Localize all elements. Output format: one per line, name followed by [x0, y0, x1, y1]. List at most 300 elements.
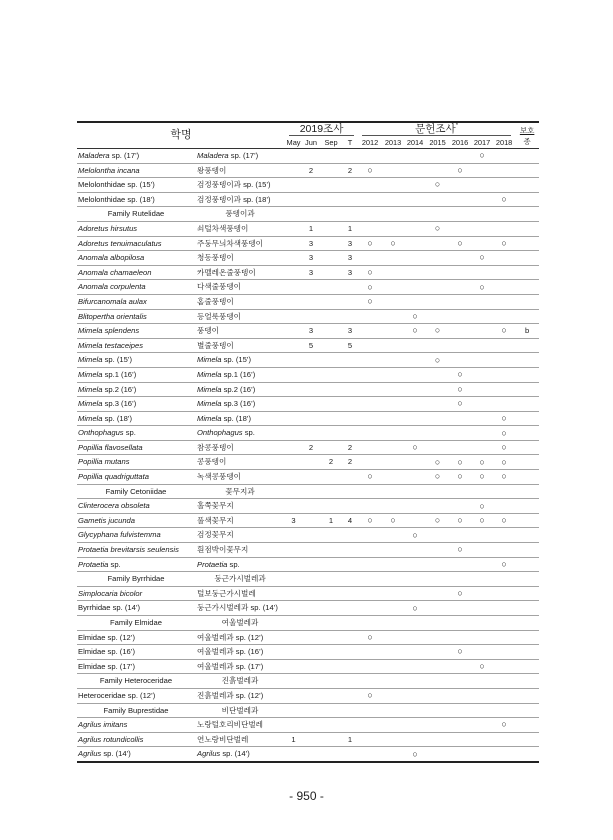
korean-name	[195, 149, 285, 164]
literature-mark-2014	[404, 732, 426, 747]
col-2016: 2016	[449, 137, 471, 149]
literature-mark-2013	[382, 455, 404, 470]
literature-mark-2018	[493, 747, 515, 762]
table-row	[77, 397, 539, 412]
protected-species-header	[515, 122, 539, 149]
literature-mark-2013	[382, 280, 404, 295]
family-korean-name: 풍뎅이과	[195, 207, 285, 222]
literature-mark-2013	[382, 149, 404, 164]
protected-status	[515, 645, 539, 660]
table-row	[77, 221, 539, 236]
survey-count-may	[285, 747, 302, 762]
family-row	[77, 703, 539, 718]
survey-count-may	[285, 455, 302, 470]
survey-count-total	[342, 688, 358, 703]
survey-count-jun	[302, 586, 320, 601]
survey-count-may	[285, 630, 302, 645]
literature-mark-2012	[358, 367, 382, 382]
korean-name-text: 주둥무늬차색풍뎅이	[197, 238, 264, 248]
literature-mark-2018: ○	[493, 718, 515, 733]
literature-mark-2017	[471, 630, 493, 645]
table-row	[77, 688, 539, 703]
survey-count-total	[342, 747, 358, 762]
survey-count-may	[285, 192, 302, 207]
literature-mark-2013	[382, 192, 404, 207]
literature-mark-2015	[426, 382, 449, 397]
scientific-name	[77, 251, 195, 266]
literature-mark-2012	[358, 251, 382, 266]
scientific-name-suffix: Melolonthidae sp. (18’)	[78, 194, 155, 204]
scientific-name	[77, 499, 195, 514]
survey-count-may	[285, 149, 302, 164]
literature-mark-2015	[426, 411, 449, 426]
literature-mark-2018: ○	[493, 192, 515, 207]
literature-mark-2018	[493, 586, 515, 601]
survey-count-sep	[320, 309, 342, 324]
scientific-name	[77, 163, 195, 178]
literature-mark-2015	[426, 601, 449, 616]
scientific-name-italic: Mimela	[78, 369, 103, 379]
literature-mark-2017	[471, 557, 493, 572]
table-row	[77, 338, 539, 353]
scientific-name	[77, 440, 195, 455]
literature-mark-2017	[471, 367, 493, 382]
survey-count-sep	[320, 470, 342, 485]
literature-mark-2018	[493, 353, 515, 368]
scientific-name-header: 학명	[77, 122, 285, 149]
scientific-name-italic: Agrilus imitans	[78, 720, 128, 730]
survey-count-may	[285, 163, 302, 178]
literature-mark-2015	[426, 338, 449, 353]
protected-status	[515, 747, 539, 762]
korean-name-text: sp.3 (16’)	[221, 399, 256, 409]
survey-count-may	[285, 528, 302, 543]
literature-mark-2017	[471, 221, 493, 236]
protected-status	[515, 470, 539, 485]
family-row	[77, 207, 539, 222]
literature-mark-2012	[358, 149, 382, 164]
table-row	[77, 630, 539, 645]
table-row	[77, 265, 539, 280]
table-row	[77, 163, 539, 178]
survey-count-total	[342, 426, 358, 441]
survey-count-may	[285, 557, 302, 572]
scientific-name-suffix: sp. (18’)	[102, 413, 133, 423]
korean-name	[195, 470, 285, 485]
literature-mark-2016	[449, 338, 471, 353]
literature-mark-2018	[493, 659, 515, 674]
protected-status	[515, 280, 539, 295]
literature-mark-2014	[404, 236, 426, 251]
footnote-mark: *	[455, 122, 459, 129]
literature-mark-2014	[404, 470, 426, 485]
literature-mark-2018	[493, 367, 515, 382]
col-jun: Jun	[302, 137, 320, 149]
scientific-name	[77, 178, 195, 193]
literature-mark-2016: ○	[449, 397, 471, 412]
literature-mark-2016	[449, 178, 471, 193]
literature-mark-2016	[449, 440, 471, 455]
scientific-name	[77, 280, 195, 295]
protected-status	[515, 659, 539, 674]
survey-count-jun: 1	[302, 221, 320, 236]
protected-status	[515, 732, 539, 747]
literature-mark-2013	[382, 586, 404, 601]
literature-mark-2017	[471, 382, 493, 397]
survey-count-total	[342, 543, 358, 558]
literature-mark-2016: ○	[449, 470, 471, 485]
survey-count-sep	[320, 440, 342, 455]
scientific-name	[77, 659, 195, 674]
scientific-name-italic: Melolontha incana	[78, 165, 140, 175]
survey-count-jun	[302, 630, 320, 645]
scientific-name-italic: Mimela splendens	[78, 326, 140, 336]
literature-mark-2012	[358, 557, 382, 572]
scientific-name	[77, 294, 195, 309]
survey-count-sep	[320, 236, 342, 251]
literature-mark-2016	[449, 747, 471, 762]
literature-mark-2015	[426, 630, 449, 645]
scientific-name	[77, 528, 195, 543]
col-2015: 2015	[426, 137, 449, 149]
literature-mark-2018: ○	[493, 470, 515, 485]
literature-mark-2016	[449, 732, 471, 747]
korean-name-text: 검정풍뎅이과 sp. (18’)	[197, 194, 271, 204]
scientific-name-italic: Clinterocera obsoleta	[78, 501, 150, 511]
col-2012: 2012	[358, 137, 382, 149]
literature-mark-2016	[449, 353, 471, 368]
literature-mark-2016	[449, 192, 471, 207]
literature-mark-2018: ○	[493, 236, 515, 251]
survey-count-may	[285, 499, 302, 514]
protected-label-line2: 종	[523, 136, 531, 146]
table-row	[77, 645, 539, 660]
table-row	[77, 236, 539, 251]
survey-count-sep: 1	[320, 513, 342, 528]
literature-mark-2012: ○	[358, 280, 382, 295]
col-total: T	[342, 137, 358, 149]
scientific-name-italic: Bifurcanomala aulax	[78, 296, 147, 306]
literature-mark-2014: ○	[404, 528, 426, 543]
literature-mark-2015	[426, 499, 449, 514]
korean-name-text: 연노랑비단벌레	[197, 734, 249, 744]
table-row	[77, 659, 539, 674]
literature-mark-2017	[471, 353, 493, 368]
scientific-name-suffix: sp.3 (16’)	[102, 399, 137, 409]
literature-mark-2013	[382, 309, 404, 324]
korean-name-italic: Mimela	[197, 384, 222, 394]
korean-name	[195, 353, 285, 368]
literature-mark-2018	[493, 397, 515, 412]
survey-count-may: 3	[285, 513, 302, 528]
literature-mark-2018: ○	[493, 426, 515, 441]
literature-mark-2013	[382, 718, 404, 733]
page-number: - 950 -	[289, 789, 324, 803]
literature-mark-2013	[382, 499, 404, 514]
scientific-name	[77, 455, 195, 470]
scientific-name-italic: Glycyphana fulvistemma	[78, 530, 161, 540]
table-header	[77, 122, 539, 149]
korean-name-text: 왕풍뎅이	[197, 165, 227, 175]
literature-mark-2014	[404, 338, 426, 353]
protected-status	[515, 382, 539, 397]
literature-mark-2014	[404, 163, 426, 178]
protected-status	[515, 294, 539, 309]
literature-mark-2012	[358, 455, 382, 470]
scientific-name-italic: Mimela testaceipes	[78, 340, 143, 350]
korean-name	[195, 309, 285, 324]
korean-name	[195, 397, 285, 412]
table-row	[77, 411, 539, 426]
literature-mark-2017: ○	[471, 659, 493, 674]
survey-count-may	[285, 324, 302, 339]
empty-cells	[285, 572, 539, 587]
korean-name-text: sp.1 (16’)	[221, 369, 256, 379]
literature-mark-2012	[358, 747, 382, 762]
korean-name-text: sp. (18’)	[221, 413, 252, 423]
scientific-name	[77, 309, 195, 324]
survey-count-total: 3	[342, 236, 358, 251]
scientific-name	[77, 732, 195, 747]
survey-count-total	[342, 397, 358, 412]
literature-mark-2016	[449, 294, 471, 309]
literature-mark-2017	[471, 338, 493, 353]
protected-status	[515, 688, 539, 703]
literature-mark-2013	[382, 659, 404, 674]
korean-name	[195, 178, 285, 193]
literature-mark-2018	[493, 732, 515, 747]
survey-count-total	[342, 178, 358, 193]
empty-cells	[285, 484, 539, 499]
literature-mark-2017: ○	[471, 470, 493, 485]
literature-survey-label-wrap	[362, 124, 511, 137]
literature-mark-2015: ○	[426, 353, 449, 368]
korean-name-text: sp.	[227, 559, 240, 569]
scientific-name	[77, 236, 195, 251]
literature-mark-2012	[358, 499, 382, 514]
scientific-name-suffix: Elmidae sp. (12’)	[78, 632, 135, 642]
survey-count-jun	[302, 367, 320, 382]
table-body	[77, 149, 539, 762]
literature-mark-2016: ○	[449, 645, 471, 660]
literature-mark-2015	[426, 163, 449, 178]
survey-count-jun	[302, 499, 320, 514]
survey-count-jun	[302, 543, 320, 558]
literature-mark-2012	[358, 426, 382, 441]
literature-mark-2015	[426, 192, 449, 207]
protected-status	[515, 557, 539, 572]
survey-2019-label: 2019조사	[289, 124, 354, 137]
literature-mark-2017	[471, 586, 493, 601]
family-korean-name: 여울벌레과	[195, 616, 285, 631]
literature-mark-2012	[358, 309, 382, 324]
literature-mark-2014	[404, 543, 426, 558]
literature-mark-2014	[404, 251, 426, 266]
literature-mark-2018	[493, 309, 515, 324]
survey-count-jun	[302, 455, 320, 470]
literature-mark-2016: ○	[449, 513, 471, 528]
survey-count-total	[342, 557, 358, 572]
survey-count-sep	[320, 659, 342, 674]
literature-mark-2018	[493, 382, 515, 397]
scientific-name-italic: Maladera	[78, 151, 110, 160]
korean-name-text: 청동풍뎅이	[197, 253, 234, 263]
literature-mark-2013	[382, 367, 404, 382]
survey-count-may	[285, 645, 302, 660]
table-row	[77, 470, 539, 485]
scientific-name-italic: Gametis jucunda	[78, 515, 135, 525]
korean-name-text: sp. (15’)	[221, 355, 252, 365]
literature-mark-2018	[493, 163, 515, 178]
korean-name	[195, 732, 285, 747]
survey-count-jun	[302, 601, 320, 616]
scientific-name-italic: Popillia quadriguttata	[78, 472, 149, 482]
table-row	[77, 543, 539, 558]
survey-count-total	[342, 630, 358, 645]
literature-mark-2013	[382, 338, 404, 353]
literature-mark-2015	[426, 557, 449, 572]
korean-name-text: 녹색콩풍뎅이	[197, 472, 242, 482]
literature-mark-2015	[426, 294, 449, 309]
literature-mark-2018	[493, 221, 515, 236]
literature-mark-2012: ○	[358, 630, 382, 645]
literature-mark-2016	[449, 557, 471, 572]
scientific-name	[77, 513, 195, 528]
literature-mark-2014	[404, 718, 426, 733]
survey-count-total: 4	[342, 513, 358, 528]
literature-mark-2015	[426, 149, 449, 164]
family-scientific-name: Family Cetoniidae	[77, 484, 195, 499]
literature-mark-2014	[404, 645, 426, 660]
literature-mark-2013	[382, 470, 404, 485]
survey-count-may	[285, 236, 302, 251]
survey-count-sep	[320, 178, 342, 193]
literature-mark-2015: ○	[426, 513, 449, 528]
literature-mark-2018	[493, 543, 515, 558]
survey-count-sep	[320, 543, 342, 558]
korean-name-text: 홀쭉꽃무지	[197, 501, 234, 511]
korean-name-text: 흰점박이꽃무지	[197, 545, 249, 555]
col-may: May	[286, 137, 301, 147]
literature-mark-2017	[471, 265, 493, 280]
literature-mark-2012	[358, 324, 382, 339]
survey-count-jun	[302, 732, 320, 747]
korean-name	[195, 440, 285, 455]
korean-name-italic: Maladera	[197, 151, 229, 160]
survey-count-may	[285, 221, 302, 236]
literature-mark-2018	[493, 688, 515, 703]
literature-mark-2013	[382, 163, 404, 178]
literature-mark-2017	[471, 747, 493, 762]
korean-name-text: 풀색꽃무지	[197, 515, 234, 525]
protected-status	[515, 586, 539, 601]
literature-mark-2016	[449, 149, 471, 164]
literature-mark-2014	[404, 586, 426, 601]
table-row	[77, 718, 539, 733]
literature-mark-2014: ○	[404, 309, 426, 324]
scientific-name-suffix: Melolonthidae sp. (15’)	[78, 180, 155, 190]
literature-mark-2014	[404, 192, 426, 207]
korean-name	[195, 528, 285, 543]
literature-mark-2015	[426, 688, 449, 703]
protected-status	[515, 630, 539, 645]
survey-count-sep	[320, 645, 342, 660]
survey-count-sep	[320, 338, 342, 353]
survey-count-total	[342, 499, 358, 514]
literature-mark-2012: ○	[358, 688, 382, 703]
survey-count-sep	[320, 294, 342, 309]
survey-count-sep	[320, 265, 342, 280]
scientific-name-italic: Adoretus hirsutus	[78, 223, 138, 233]
literature-mark-2017	[471, 397, 493, 412]
scientific-name-italic: Anomala albopilosa	[78, 253, 145, 263]
korean-name	[195, 411, 285, 426]
literature-mark-2015	[426, 732, 449, 747]
survey-2019-header	[285, 122, 358, 137]
literature-mark-2013	[382, 382, 404, 397]
literature-mark-2018: ○	[493, 455, 515, 470]
literature-mark-2015	[426, 280, 449, 295]
scientific-name-italic: Mimela	[78, 384, 103, 394]
scientific-name-italic: Anomala corpulenta	[78, 282, 146, 292]
scientific-name-italic: Popillia flavosellata	[78, 442, 143, 452]
scientific-name-suffix: sp.1 (16’)	[102, 369, 137, 379]
survey-count-jun	[302, 513, 320, 528]
literature-mark-2015	[426, 309, 449, 324]
literature-mark-2017	[471, 440, 493, 455]
literature-mark-2018	[493, 178, 515, 193]
protected-status	[515, 426, 539, 441]
literature-mark-2013	[382, 178, 404, 193]
survey-count-jun	[302, 397, 320, 412]
family-korean-name: 비단벌레과	[195, 703, 285, 718]
literature-mark-2014	[404, 294, 426, 309]
scientific-name	[77, 382, 195, 397]
survey-count-total: 3	[342, 251, 358, 266]
literature-mark-2014: ○	[404, 601, 426, 616]
literature-mark-2018	[493, 294, 515, 309]
literature-mark-2015	[426, 367, 449, 382]
survey-count-sep	[320, 192, 342, 207]
protected-status	[515, 543, 539, 558]
literature-mark-2014	[404, 149, 426, 164]
korean-name	[195, 688, 285, 703]
survey-count-may	[285, 601, 302, 616]
literature-mark-2016	[449, 221, 471, 236]
literature-mark-2013	[382, 440, 404, 455]
literature-mark-2017	[471, 601, 493, 616]
literature-mark-2012	[358, 338, 382, 353]
literature-mark-2013	[382, 557, 404, 572]
korean-name	[195, 586, 285, 601]
literature-mark-2017: ○	[471, 455, 493, 470]
scientific-name	[77, 747, 195, 762]
survey-count-total	[342, 353, 358, 368]
scientific-name	[77, 470, 195, 485]
korean-name	[195, 251, 285, 266]
literature-mark-2015: ○	[426, 470, 449, 485]
survey-count-total: 3	[342, 265, 358, 280]
scientific-name	[77, 149, 195, 164]
literature-mark-2015	[426, 265, 449, 280]
literature-mark-2018	[493, 630, 515, 645]
table-row	[77, 499, 539, 514]
survey-count-total: 1	[342, 732, 358, 747]
scientific-name	[77, 338, 195, 353]
korean-name	[195, 426, 285, 441]
literature-mark-2013	[382, 543, 404, 558]
korean-name	[195, 236, 285, 251]
